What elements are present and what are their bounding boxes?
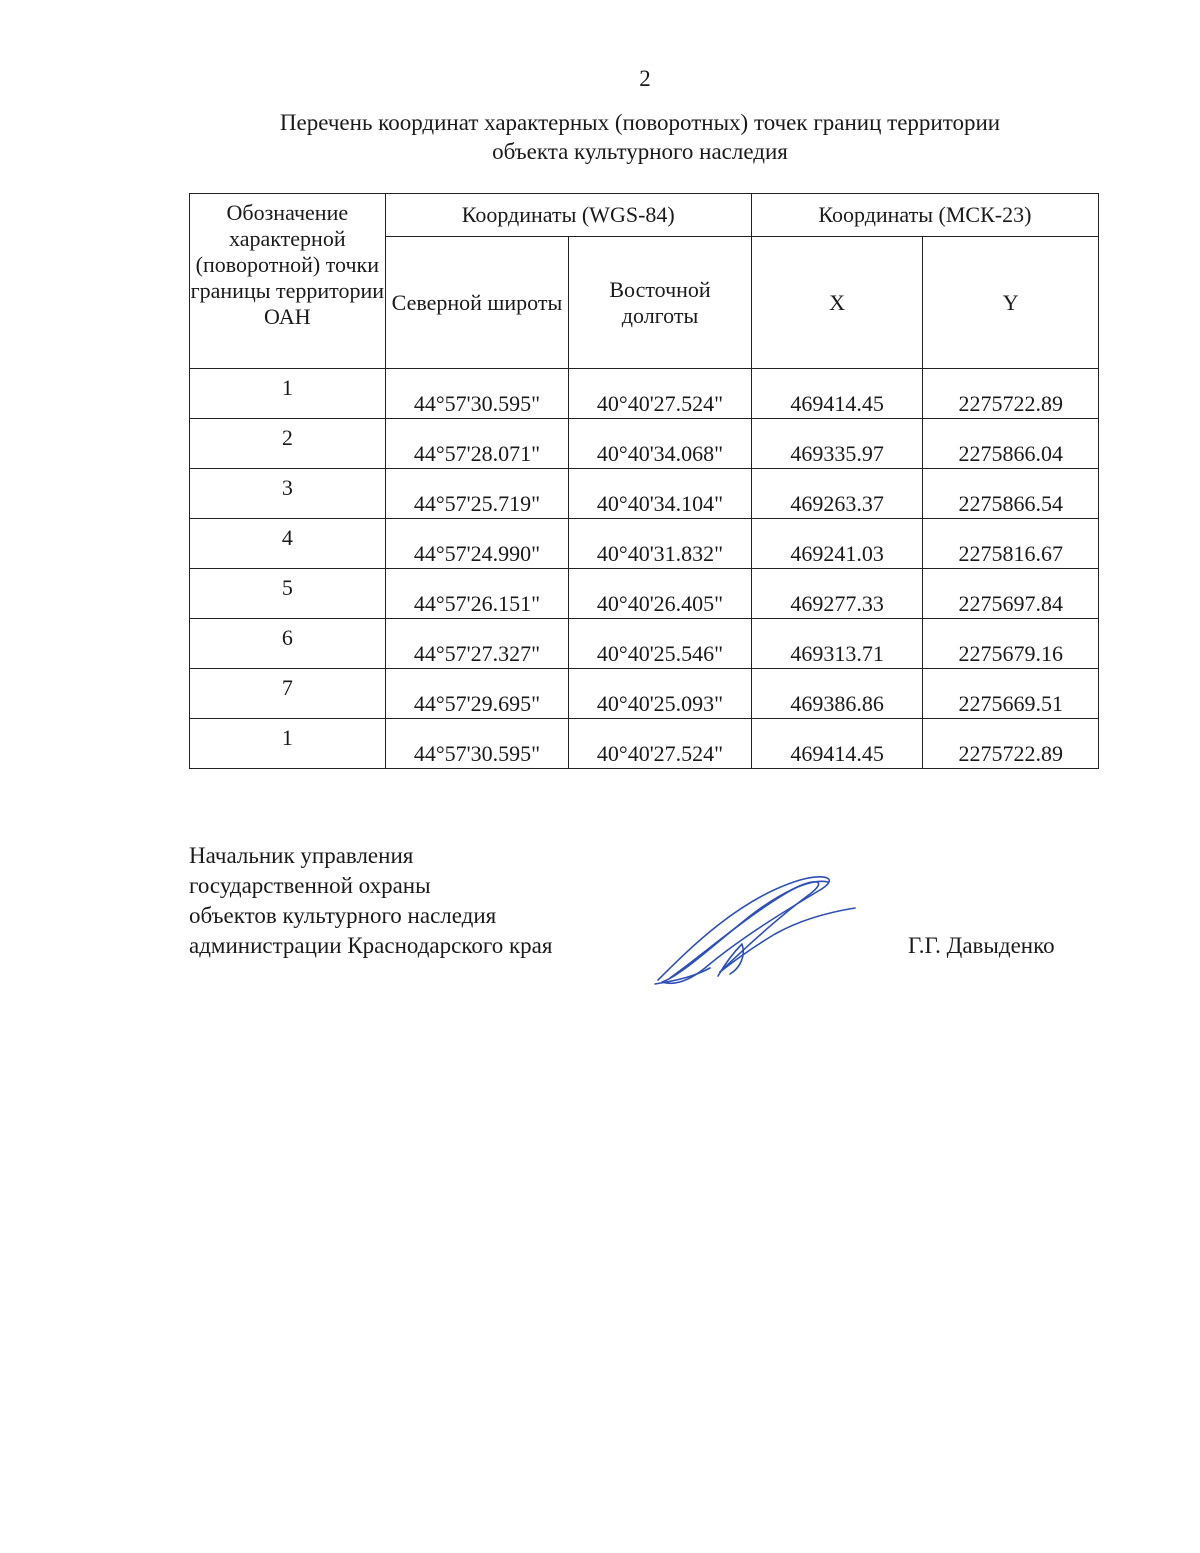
cell-point: 7 [190,669,386,719]
position-line-3: объектов культурного наследия [189,903,497,928]
cell-x: 469241.03 [751,519,923,569]
header-wgs: Координаты (WGS-84) [385,194,751,237]
table-row [190,419,1099,469]
cell-east: 40°40'27.524" [569,369,752,419]
cell-y: 2275679.16 [923,619,1099,669]
table-row [190,469,1099,519]
cell-north: 44°57'29.695" [385,669,569,719]
cell-east: 40°40'34.104" [569,469,752,519]
cell-x: 469313.71 [751,619,923,669]
cell-point: 4 [190,519,386,569]
position-line-1: Начальник управления [189,843,414,868]
cell-y: 2275669.51 [923,669,1099,719]
title-line-1: Перечень координат характерных (поворотных) точек границ территории [279,110,1001,135]
signatory-position [189,841,552,961]
cell-north: 44°57'30.595" [385,719,569,769]
cell-point: 2 [190,419,386,469]
coordinates-table [189,193,1099,769]
header-point: Обозначение характерной (поворотной) точки границы территории ОАН [190,194,386,369]
cell-point: 1 [190,369,386,419]
cell-y: 2275722.89 [923,719,1099,769]
cell-point: 5 [190,569,386,619]
table-row [190,369,1099,419]
cell-point: 3 [190,469,386,519]
cell-east: 40°40'25.546" [569,619,752,669]
cell-x: 469277.33 [751,569,923,619]
document-title [150,108,1130,166]
cell-x: 469263.37 [751,469,923,519]
cell-north: 44°57'26.151" [385,569,569,619]
cell-point: 1 [190,719,386,769]
header-north: Северной широты [385,237,569,369]
table-row [190,669,1099,719]
header-y: Y [923,237,1099,369]
cell-north: 44°57'27.327" [385,619,569,669]
header-east: Восточной долготы [569,237,752,369]
cell-y: 2275866.04 [923,419,1099,469]
cell-north: 44°57'25.719" [385,469,569,519]
cell-east: 40°40'27.524" [569,719,752,769]
cell-y: 2275866.54 [923,469,1099,519]
title-line-2: объекта культурного наследия [492,139,788,164]
table-row [190,619,1099,669]
cell-east: 40°40'31.832" [569,519,752,569]
cell-north: 44°57'24.990" [385,519,569,569]
cell-east: 40°40'25.093" [569,669,752,719]
cell-east: 40°40'34.068" [569,419,752,469]
header-x: X [751,237,923,369]
position-line-2: государственной охраны [189,873,431,898]
handwritten-signature [650,868,865,993]
table-row [190,719,1099,769]
page-number: 2 [639,66,651,91]
cell-x: 469414.45 [751,719,923,769]
cell-point: 6 [190,619,386,669]
cell-x: 469414.45 [751,369,923,419]
cell-y: 2275816.67 [923,519,1099,569]
cell-north: 44°57'30.595" [385,369,569,419]
cell-x: 469335.97 [751,419,923,469]
cell-east: 40°40'26.405" [569,569,752,619]
table-row [190,569,1099,619]
table-row [190,519,1099,569]
position-line-4: администрации Краснодарского края [189,933,553,958]
header-msk: Координаты (МСК-23) [751,194,1098,237]
cell-x: 469386.86 [751,669,923,719]
cell-y: 2275722.89 [923,369,1099,419]
signer-name: Г.Г. Давыденко [908,933,1055,958]
cell-north: 44°57'28.071" [385,419,569,469]
cell-y: 2275697.84 [923,569,1099,619]
